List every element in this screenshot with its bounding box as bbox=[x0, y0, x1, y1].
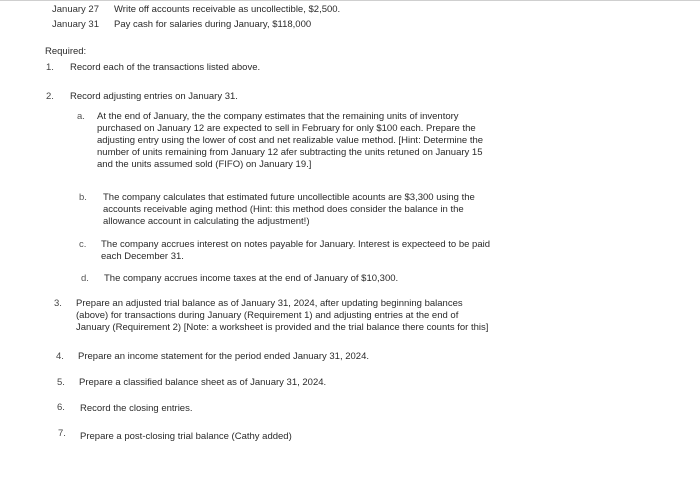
required-heading: Required: bbox=[45, 46, 87, 57]
item-2c-letter: c. bbox=[79, 239, 87, 250]
transaction-date-jan31: January 31 bbox=[52, 19, 100, 30]
item-2a-letter: a. bbox=[77, 111, 85, 122]
item-5-number: 5. bbox=[57, 377, 65, 388]
transaction-text-jan31: Pay cash for salaries during January, $118,000 bbox=[114, 19, 312, 30]
item-7-number: 7. bbox=[58, 428, 66, 439]
item-3-number: 3. bbox=[54, 298, 62, 309]
item-1-text: Record each of the transactions listed above. bbox=[70, 62, 261, 73]
item-2c-text: The company accrues interest on notes payable for January. Interest is expecteed to be paid each December 31. bbox=[101, 239, 491, 262]
item-2d-text: The company accrues income taxes at the end of January of $10,300. bbox=[104, 273, 399, 284]
item-2b-letter: b. bbox=[79, 192, 87, 203]
item-6-text: Record the closing entries. bbox=[80, 403, 193, 414]
item-7-text: Prepare a post-closing trial balance (Cathy added) bbox=[80, 431, 292, 442]
transaction-date-jan27: January 27 bbox=[52, 4, 100, 15]
item-2-number: 2. bbox=[46, 91, 54, 102]
item-2-text: Record adjusting entries on January 31. bbox=[70, 91, 238, 102]
top-divider bbox=[0, 0, 700, 1]
item-2b-text: The company calculates that estimated future uncollectible acounts are $3,300 using the accounts receivable aging method (Hint: this method does consider the balance in the allowance account in calculating the adjustment!) bbox=[103, 192, 475, 227]
item-5-text: Prepare a classified balance sheet as of January 31, 2024. bbox=[79, 377, 327, 388]
item-2a-text: At the end of January, the the company estimates that the remaining units of inventory purchased on January 12 are expected to sell in February for only $100 each. Prepare the adjusting entry using the lower of cost and net realizable value method. [Hint: Determine the number of units remaining from January 12 afer subtracting the units retuned on January 15 and the units assumed sold (FIFO) on January 19.] bbox=[97, 111, 484, 170]
item-6-number: 6. bbox=[57, 402, 65, 413]
item-2d-letter: d. bbox=[81, 273, 89, 284]
transaction-text-jan27: Write off accounts receivable as uncollectible, $2,500. bbox=[114, 4, 341, 15]
item-1-number: 1. bbox=[46, 62, 54, 73]
item-4-number: 4. bbox=[56, 351, 64, 362]
item-4-text: Prepare an income statement for the period ended January 31, 2024. bbox=[78, 351, 369, 362]
item-3-text: Prepare an adjusted trial balance as of January 31, 2024, after updating beginning balances (above) for transactions during January (Requirement 1) and adjusting entries at the end of January (Requirement 2) [Note: a worksheet is provided and the trial balance there counts for this] bbox=[76, 298, 489, 333]
